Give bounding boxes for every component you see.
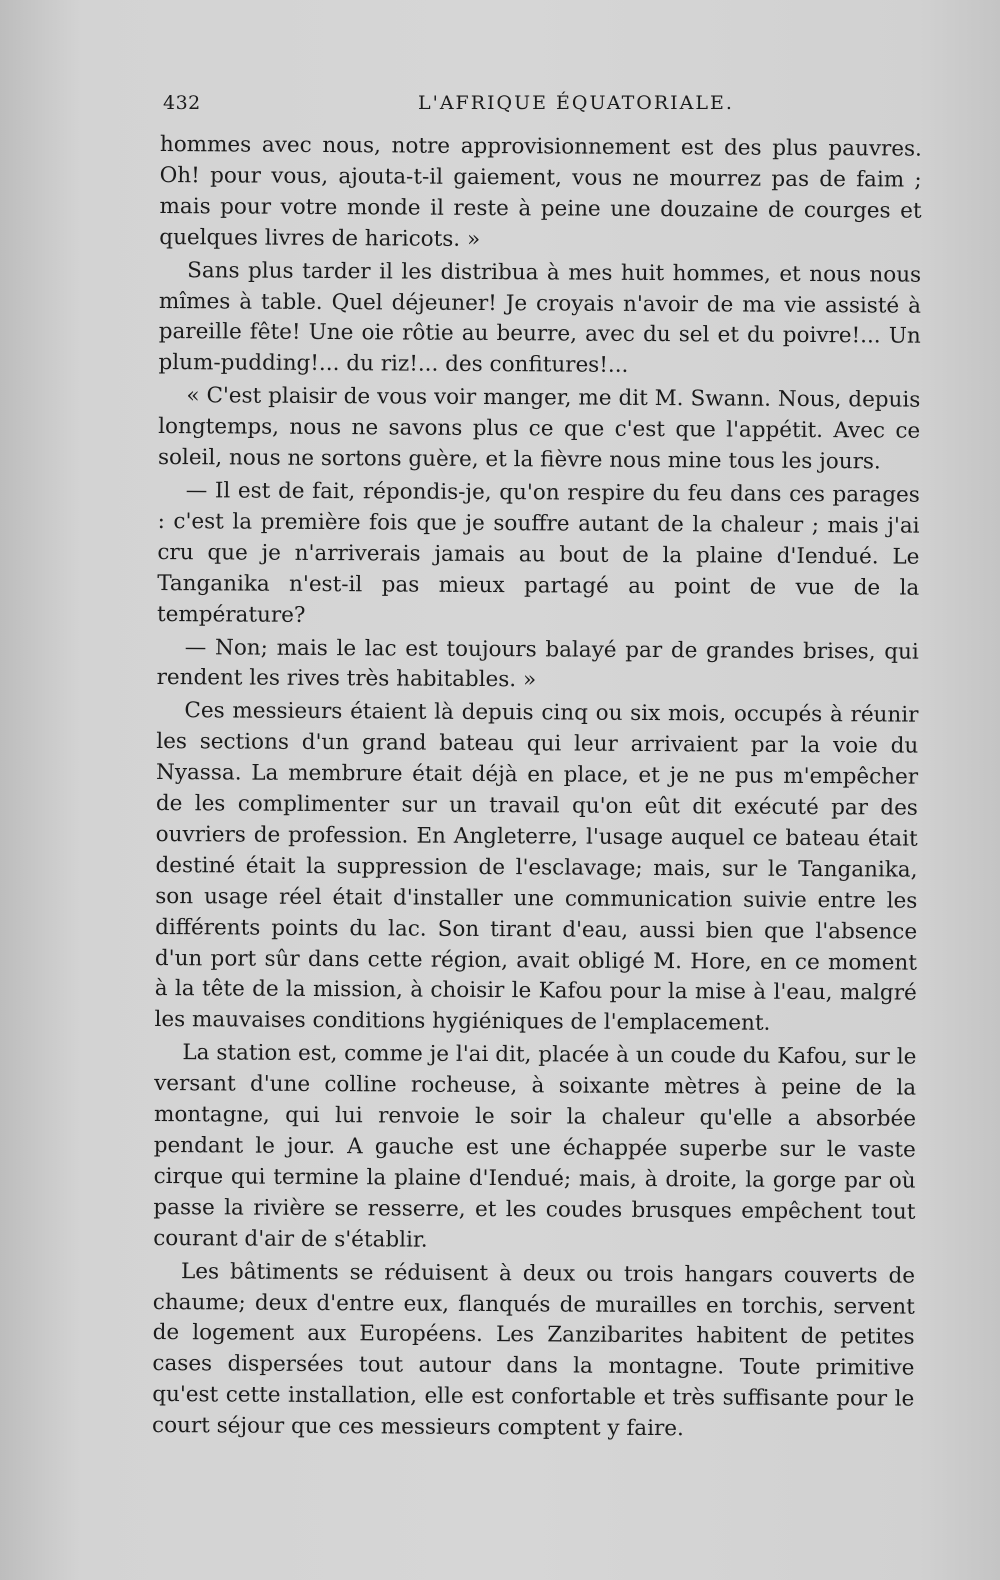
paragraph-8: Les bâtiments se réduisent à deux ou trois hangars couverts de chaume; deux d'entre eux, flanqués de murailles en torchis, servent de logement aux Européens. Les Zanzibarites habitent de petites cases dispersées tout autour dans la montagne. Toute primitive qu'est cette installation, elle est confortable et très suffisante pour le court séjour que ces messieurs comptent y faire. <box>152 1258 916 1442</box>
paragraph-5: — Non; mais le lac est toujours balayé par de grandes brises, qui rendent les rives très habitables. » <box>156 634 919 693</box>
paragraph-4: — Il est de fait, répondis-je, qu'on respire du feu dans ces parages : c'est la première fois que je souffre autant de la chaleur ; mais j'ai cru que je n'arriverais jamais au bout de la plaine d'Iendué. Le Tanganika n'est-il pas mieux partagé au point de vue de la température? <box>156 478 920 628</box>
paragraph-1: hommes avec nous, notre approvisionnement est des plus pauvres. Oh! pour vous, ajouta-t-il gaiement, vous ne mourrez pas de faim ; mais pour votre monde il reste à peine une douzaine de courges et quelques livres de haricots. » <box>159 131 922 252</box>
page-number: 432 <box>163 92 201 114</box>
body-text <box>152 130 922 1447</box>
paragraph-7: La station est, comme je l'ai dit, placée à un coude du Kafou, sur le versant d'une colline rocheuse, à soixante mètres à peine de la montagne, qui lui renvoie le soir la chaleur qu'elle a absorbée pendant le jour. A gauche est une échappée superbe sur le vaste cirque qui termine la plaine d'Iendué; mais, à droite, la gorge par où passe la rivière se resserre, et les coudes brusques empêchent tout courant d'air de s'établir. <box>153 1040 917 1253</box>
paragraph-3: « C'est plaisir de vous voir manger, me dit M. Swann. Nous, depuis longtemps, nous ne savons plus ce que c'est que l'appétit. Avec ce soleil, nous ne sortons guère, et la fièvre nous mine tous les jours. <box>157 383 921 475</box>
page-header <box>163 92 923 122</box>
paragraph-2: Sans plus tarder il les distribua à mes huit hommes, et nous nous mîmes à table. Quel déjeuner! Je croyais n'avoir de ma vie assisté à pareille fête! Une oie rôtie au beurre, avec du sel et du poivre!... Un plum-pudding!... du riz!... des confitures!... <box>158 257 922 379</box>
paragraph-6: Ces messieurs étaient là depuis cinq ou six mois, occupés à réunir les sections d'un grand bateau qui leur arrivaient par la voie du Nyassa. La membrure était déjà en place, et je ne pus m'empêcher de les complimenter sur un travail qu'on eût dit exécuté par des ouvriers de profession. En Angleterre, l'usage auquel ce bateau était destiné était la suppression de l'esclavage; mais, sur le Tanganika, son usage réel était d'installer une communication suivie entre les différents points du lac. Son tirant d'eau, aussi bien que l'absence d'un port sûr dans cette région, avait obligé M. Hore, en ce moment à la tête de la mission, à choisir le Kafou pour la mise à l'eau, malgré les mauvaises conditions hygiéniques de l'emplacement. <box>154 698 919 1037</box>
running-title: L'AFRIQUE ÉQUATORIALE. <box>418 92 734 114</box>
